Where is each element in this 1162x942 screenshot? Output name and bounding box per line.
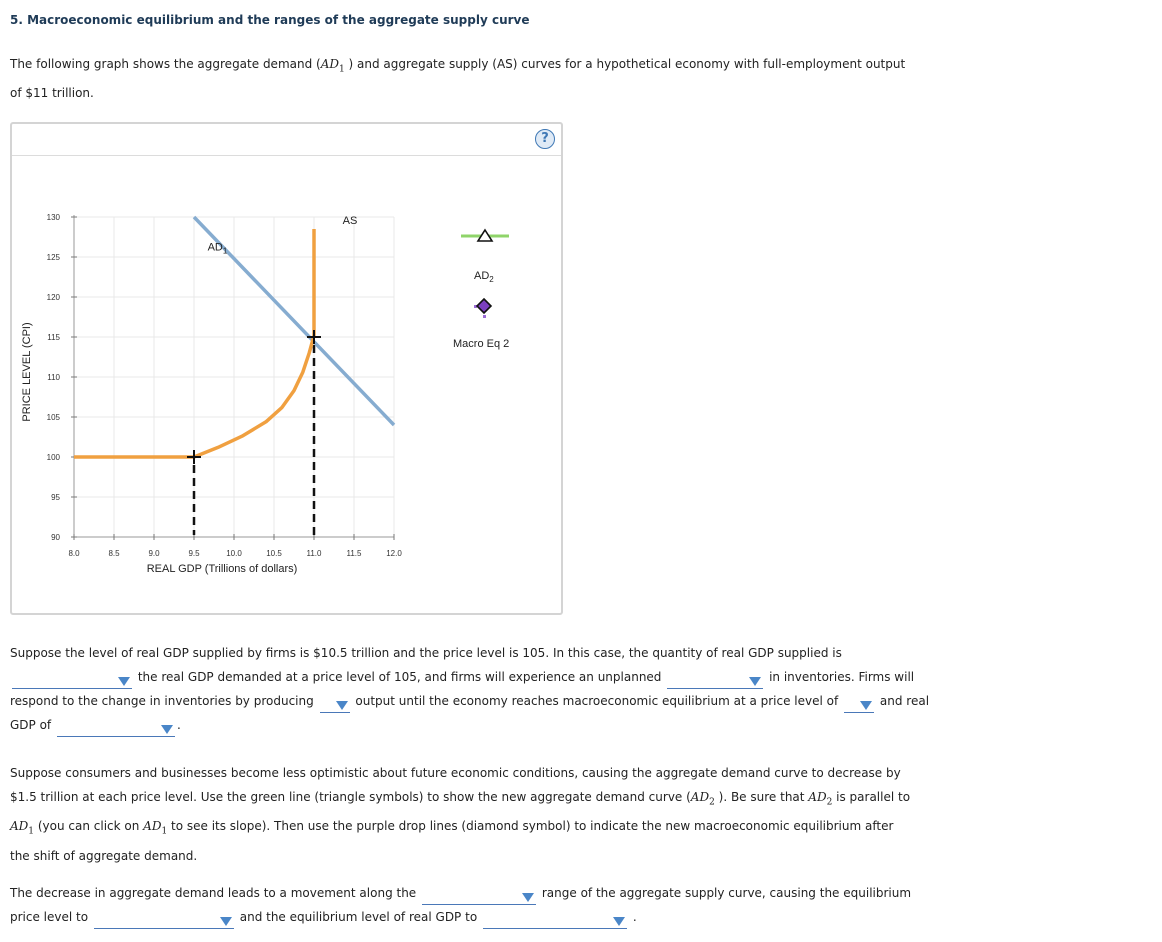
p3-text: price level to [10, 910, 89, 924]
dropdown-as-range[interactable] [422, 889, 536, 905]
intro-text-part: The following graph shows the aggregate demand ( [10, 57, 321, 71]
x-tick-label: 8.0 [68, 549, 80, 558]
p1-text: Suppose the level of real GDP supplied by firms is $10.5 trillion and the price level is 105. In this case, the quantity of real GDP supplied is [10, 646, 842, 660]
chevron-down-icon [336, 701, 348, 710]
x-tick-label: 11.5 [346, 549, 362, 558]
chevron-down-icon [522, 893, 534, 902]
diamond-icon [477, 299, 491, 313]
chart-axes [21, 213, 402, 575]
chevron-down-icon [118, 677, 130, 686]
dropdown-equilibrium-gdp[interactable] [57, 721, 175, 737]
ad2-symbol: $AD_2$ [690, 790, 715, 808]
graph-panel[interactable] [10, 122, 563, 615]
as-curve-label: AS [342, 215, 358, 228]
y-tick-label: 90 [51, 533, 60, 542]
y-tick-label: 120 [46, 293, 60, 302]
p3-text: and the equilibrium level of real GDP to [239, 910, 478, 924]
p2-text: Suppose consumers and businesses become less optimistic about future economic conditions, causing the aggregate demand curve to decrease by [10, 766, 901, 780]
x-tick-label: 11.0 [306, 549, 322, 558]
p2-text: the shift of aggregate demand. [10, 848, 198, 863]
p1-text: GDP of [10, 718, 52, 732]
ad2-symbol: $AD_2$ [808, 790, 833, 808]
p3-text: range of the aggregate supply curve, causing the equilibrium [541, 886, 912, 900]
p1-text: in inventories. Firms will [769, 670, 915, 684]
y-tick-label: 125 [46, 253, 60, 262]
ad1-symbol: $AD_1$ [320, 57, 345, 75]
chevron-down-icon [220, 917, 232, 926]
chart-svg[interactable] [12, 124, 561, 613]
purple-dot-bottom [483, 315, 486, 318]
y-tick-label: 115 [47, 333, 60, 342]
intro-text-part: ) and aggregate supply (AS) curves for a hypothetical economy with full-employment output [344, 57, 906, 71]
chevron-down-icon [161, 725, 173, 734]
intro-text [10, 52, 1130, 105]
y-tick-label: 105 [46, 413, 60, 422]
ad1-symbol: $AD_1$ [143, 819, 168, 837]
chevron-down-icon [860, 701, 872, 710]
dropdown-gdp-change[interactable] [483, 913, 627, 929]
question-title: 5. Macroeconomic equilibrium and the ranges of the aggregate supply curve [10, 13, 530, 27]
x-tick-label: 9.0 [148, 549, 160, 558]
chevron-down-icon [749, 677, 761, 686]
paragraph-3 [10, 881, 1140, 929]
p1-text: respond to the change in inventories by producing [10, 694, 314, 708]
p1-text: the real GDP demanded at a price level of 105, and firms will experience an unplanned [137, 670, 662, 684]
y-axis-title: PRICE LEVEL (CPI) [21, 322, 33, 422]
chevron-down-icon [613, 917, 625, 926]
paragraph-2 [10, 761, 1140, 868]
p3-text: . [632, 910, 637, 924]
ad1-curve-label: $AD_1$ [207, 241, 228, 256]
x-tick-label: 12.0 [386, 549, 402, 558]
paragraph-1 [10, 641, 1140, 737]
palette-ad2-tool[interactable] [461, 230, 509, 284]
p1-text: and real [879, 694, 930, 708]
dropdown-inventory-change[interactable] [667, 673, 763, 689]
p2-text: is parallel to [832, 790, 911, 804]
p1-text: . [176, 718, 181, 732]
p2-text: (you can click on [34, 819, 144, 834]
y-tick-label: 100 [46, 453, 60, 462]
palette-macro-eq-tool[interactable] [453, 299, 509, 350]
p2-text: ). Be sure that [714, 790, 809, 804]
x-tick-label: 10.5 [266, 549, 282, 558]
x-axis-title: REAL GDP (Trillions of dollars) [146, 563, 298, 575]
palette-ad2-label: $AD_2$ [474, 270, 494, 284]
dropdown-output-direction[interactable] [320, 697, 350, 713]
p3-text: The decrease in aggregate demand leads to a movement along the [10, 886, 417, 900]
y-tick-label: 130 [46, 213, 60, 222]
p2-text: to see its slope). Then use the purple drop lines (diamond symbol) to indicate the new macroeconomic equilibrium after [167, 819, 894, 834]
dropdown-quantity-comparison[interactable] [12, 673, 132, 689]
x-tick-label: 10.0 [226, 549, 242, 558]
x-tick-label: 9.5 [188, 549, 200, 558]
help-icon[interactable]: ? [535, 129, 555, 149]
y-tick-label: 95 [51, 493, 60, 502]
ad1-symbol: $AD_1$ [10, 819, 35, 837]
y-tick-label: 110 [47, 373, 60, 382]
dropdown-equilibrium-price[interactable] [844, 697, 874, 713]
palette-macro-eq-label: Macro Eq 2 [453, 338, 510, 350]
p1-text: output until the economy reaches macroeconomic equilibrium at a price level of [355, 694, 839, 708]
intro-text-part: of $11 trillion. [10, 86, 94, 101]
dropdown-price-level-change[interactable] [94, 913, 234, 929]
x-tick-label: 8.5 [108, 549, 120, 558]
p2-text: $1.5 trillion at each price level. Use the green line (triangle symbols) to show the new aggregate demand curve ( [10, 790, 691, 804]
